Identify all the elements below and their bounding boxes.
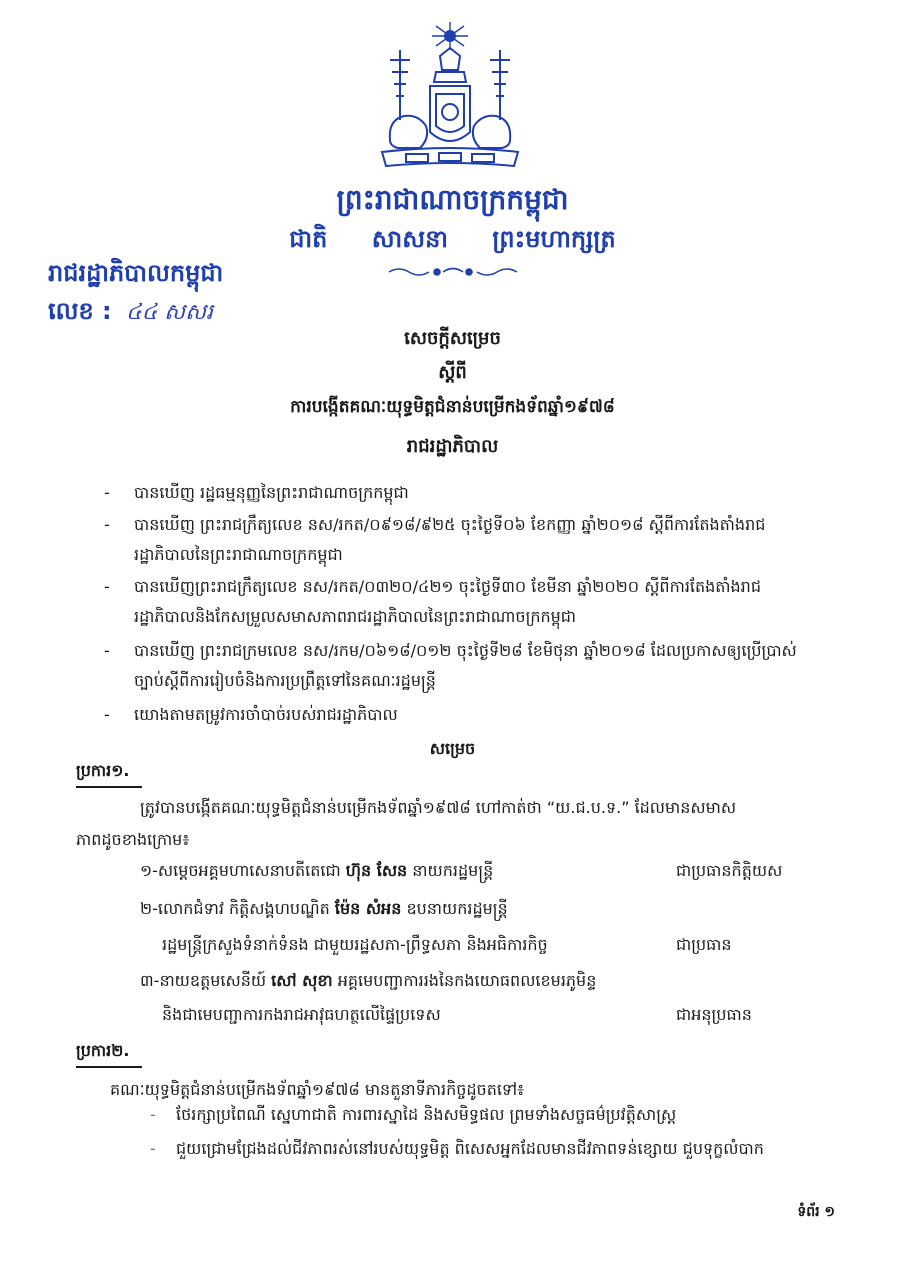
article-2-underline: [76, 1066, 142, 1068]
member-3: ៣-នាយឧត្ដមសេនីយ៍ សៅ សុខា អគ្គមេបញ្ជាការរងនៃកងយោធពលខេមរភូមិន្ទ: [140, 971, 597, 990]
duty-item: - ថែរក្សាប្រពៃណី ស្នេហាជាតិ ការពារស្នាដៃ និងសមិទ្ធផល ព្រមទាំងសច្ចធម៌ប្រវត្តិសាស្ត្រ: [150, 1105, 677, 1124]
article-1-intro-cont: ភាពដូចខាងក្រោម៖: [76, 830, 190, 849]
member-3-title: និងជាមេបញ្ជាការកងរាជអាវុធហត្ថលើផ្ទៃប្រទេស: [162, 1005, 441, 1024]
decides-heading: សម្រេច: [429, 739, 476, 758]
consideration-item: - បានឃើញ ព្រះរាជក្រមលេខ នស/រកម/០៦១៨/០១២ ចុះថ្ងៃទី២៨ ខែមិថុនា ឆ្នាំ២០១៨ ដែលប្រកាសឲ្យប្រើប្រាស់ច្បាប់ស្ដីពីការរៀបចំនិងការប្រព្រឹត្តទៅនៃគណៈរដ្ឋមន្ត្រី: [104, 641, 797, 690]
national-motto: [0, 224, 905, 259]
article-1-label: ប្រការ១.: [76, 761, 130, 780]
number-label: លេខ :: [48, 297, 112, 325]
member-1: ១-សម្ដេចអគ្គមហាសេនាបតីតេជោ ហ៊ុន សែន នាយករដ្ឋមន្ត្រី: [140, 861, 494, 880]
document-type-title: សេចក្ដីសម្រេច: [404, 328, 501, 349]
subject-title: ការបង្កើតគណៈយុទ្ធមិត្តជំនាន់បម្រើកងទ័ពឆ្នាំ១៩៧៨: [290, 397, 615, 417]
kingdom-title: ព្រះរាជាណាចក្រកម្ពុជា: [336, 183, 569, 216]
decorative-flourish-icon: [387, 264, 519, 280]
member-2-role: ជាប្រធាន: [676, 935, 732, 954]
consideration-item: - យោងតាមតម្រូវការចាំបាច់របស់រាជរដ្ឋាភិបាល: [104, 705, 398, 724]
article-1-intro: ត្រូវបានបង្កើតគណៈយុទ្ធមិត្តជំនាន់បម្រើកងទ័ពឆ្នាំ១៩៧៨ ហៅកាត់ថា “យ.ជ.ប.ទ.” ដែលមានសមាស: [140, 798, 737, 817]
member-name: ហ៊ុន សែន: [345, 861, 408, 880]
motto-religion: សាសនា: [371, 225, 448, 253]
motto-king: ព្រះមហាក្សត្រ: [492, 225, 616, 253]
about-label: ស្ដីពី: [438, 362, 467, 383]
government-name: រាជរដ្ឋាភិបាលកម្ពុជា: [48, 259, 224, 287]
member-name: ម៉ែន សំអន: [334, 899, 402, 918]
member-2-title: រដ្ឋមន្ត្រីក្រសួងទំនាក់ទំនង ជាមួយរដ្ឋសភា-ព្រឹទ្ធសភា និងអធិការកិច្ច: [162, 935, 548, 954]
royal-emblem-icon: [370, 20, 530, 172]
article-2-intro: គណៈយុទ្ធមិត្តជំនាន់បម្រើកងទ័ពឆ្នាំ១៩៧៨ មានតួនាទីភារកិច្ចដូចតទៅ៖: [110, 1080, 525, 1099]
article-1-underline: [76, 786, 142, 788]
member-1-role: ជាប្រធានកិត្តិយស: [676, 861, 783, 880]
motto-nation: ជាតិ: [289, 225, 328, 253]
consideration-item: - បានឃើញ ព្រះរាជក្រឹត្យលេខ នស/រកត/០៩១៨/៩២៥ ចុះថ្ងៃទី០៦ ខែកញ្ញា ឆ្នាំ២០១៨ ស្ដីពីការតែងតាំងរាជរដ្ឋាភិបាលនៃព្រះរាជាណាចក្រកម្ពុជា: [104, 515, 766, 564]
consideration-item: - បានឃើញ រដ្ឋធម្មនុញ្ញនៃព្រះរាជាណាចក្រកម្ពុជា: [104, 483, 409, 502]
authority-title: រាជរដ្ឋាភិបាល: [406, 436, 499, 457]
member-3-role: ជាអនុប្រធាន: [676, 1005, 752, 1024]
duty-item: - ជួយជ្រោមជ្រែងដល់ជីវភាពរស់នៅរបស់យុទ្ធមិត្ត ពិសេសអ្នកដែលមានជីវភាពទន់ខ្សោយ ជួបទុក្ខលំបាក: [150, 1139, 764, 1158]
handwritten-number: ៤៤ សសរ: [126, 300, 214, 325]
member-name: សៅ សុខា: [271, 971, 333, 990]
page-number: ទំព័រ ១: [797, 1204, 835, 1220]
article-2-label: ប្រការ២.: [76, 1041, 130, 1060]
member-2: ២-លោកជំទាវ កិត្តិសង្គហបណ្ឌិត ម៉ែន សំអន ឧបនាយករដ្ឋមន្ត្រី: [140, 899, 508, 918]
consideration-item: - បានឃើញព្រះរាជក្រឹត្យលេខ នស/រកត/០៣២០/៤២១ ចុះថ្ងៃទី៣០ ខែមីនា ឆ្នាំ២០២០ ស្ដីពីការតែងតាំងរាជរដ្ឋាភិបាលនិងកែសម្រួលសមាសភាពរាជរដ្ឋាភិបាលនៃព្រះរាជាណាចក្រកម្ពុជា: [104, 577, 761, 626]
